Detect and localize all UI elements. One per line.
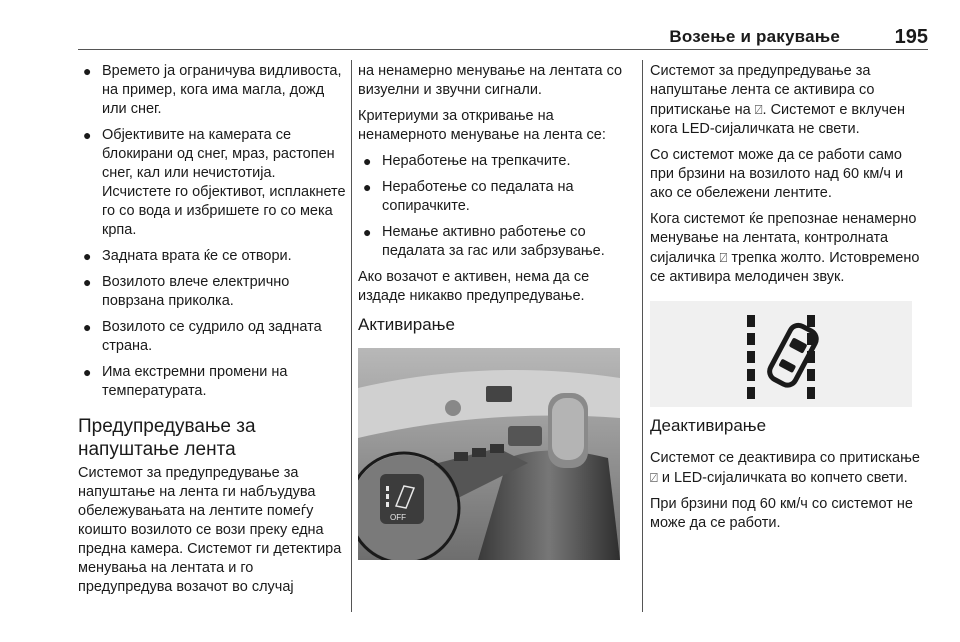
limitations-list (78, 62, 348, 401)
page-number: 195 (894, 26, 928, 48)
deactivation-paragraph: Системот се деактивира со притискање ⍁ и LED-сијаличката во копчето свети. (650, 450, 920, 486)
bullet-icon: ● (83, 364, 92, 380)
lane-button-icon: ⍁ (754, 102, 763, 117)
bullet-icon: ● (83, 274, 92, 290)
continued-paragraph: на ненамерно менување на лентата со визуелни и звучни сигнали. (358, 63, 623, 98)
chapter-title: Возење и ракување (669, 27, 840, 46)
list-item: ● Возилото влече електрично поврзана приколка. (83, 274, 290, 309)
page-header (78, 24, 928, 48)
criteria-list (358, 152, 634, 261)
list-item: ● Има екстремни промени на температурата. (83, 364, 288, 399)
low-speed-paragraph: При брзини под 60 км/ч со системот не може да се работи. (650, 496, 913, 531)
list-item: ● Немање активно работење со педалата за гас или забрзување. (363, 224, 605, 259)
header-divider (78, 49, 928, 50)
bullet-icon: ● (83, 319, 92, 335)
console-photo (358, 348, 620, 560)
active-driver-paragraph: Ако возачот е активен, нема да се издаде никакво предупредување. (358, 269, 590, 304)
list-item: ● Времето ја ограничува видливоста, на пример, кога има магла, дожд или снег. (83, 63, 342, 117)
off-label: OFF (390, 513, 406, 522)
column-divider-1 (351, 60, 352, 612)
column-1 (78, 62, 348, 604)
list-item: ● Возилото се судрило од задната страна. (83, 319, 322, 354)
bullet-icon: ● (83, 127, 92, 143)
activation-heading: Активирање (358, 315, 455, 334)
list-item: ● Неработење на трепкачите. (363, 153, 571, 169)
bullet-icon: ● (363, 153, 372, 169)
list-item: ● Неработење со педалата на сопирачките. (363, 179, 574, 214)
lane-warning-icon: ⍁ (719, 250, 728, 265)
speed-paragraph: Со системот може да се работи само при брзини на возилото над 60 км/ч и ако се обележени лентите. (650, 147, 904, 201)
column-3 (650, 62, 928, 540)
column-divider-2 (642, 60, 643, 612)
column-2 (358, 62, 634, 560)
indicator-illustration (650, 301, 912, 407)
section-paragraph: Системот за предупредување за напуштање на лента ги набљудува обележувањата на лентите помеѓу коишто возилото се вози преку една предна камера. Системот ги детектира менувања на лентата и го предупредува возачот во случај (78, 465, 342, 595)
bullet-icon: ● (363, 179, 372, 195)
criteria-paragraph: Критериуми за откривање на ненамерното менување на лента се: (358, 108, 606, 143)
section-heading: Предупредување за напуштање лента (78, 416, 256, 460)
warning-paragraph: Кога системот ќе препознае ненамерно менување на лентата, контролната сијаличка ⍁ трепка жолто. Истовремено се активира мелодичен звук. (650, 211, 920, 285)
list-item: ● Објективите на камерата се блокирани од снег, мраз, растопен снег, кал или нечистотија. Исчистете го објективот, исплакнете го со вода и избришете го со мека крпа. (83, 127, 346, 238)
list-item: ● Задната врата ќе се отвори. (83, 248, 292, 264)
deactivation-heading: Деактивирање (650, 416, 767, 435)
lane-departure-icon (650, 301, 912, 407)
bullet-icon: ● (83, 63, 92, 79)
activation-paragraph: Системот за предупредување за напуштање лента се активира со притискање на ⍁. Системот е вклучен кога LED-сијаличката не свети. (650, 63, 905, 137)
bullet-icon: ● (83, 248, 92, 264)
lane-button-icon: ⍁ (650, 470, 658, 485)
gear-console-illustration (358, 348, 620, 560)
bullet-icon: ● (363, 224, 372, 240)
